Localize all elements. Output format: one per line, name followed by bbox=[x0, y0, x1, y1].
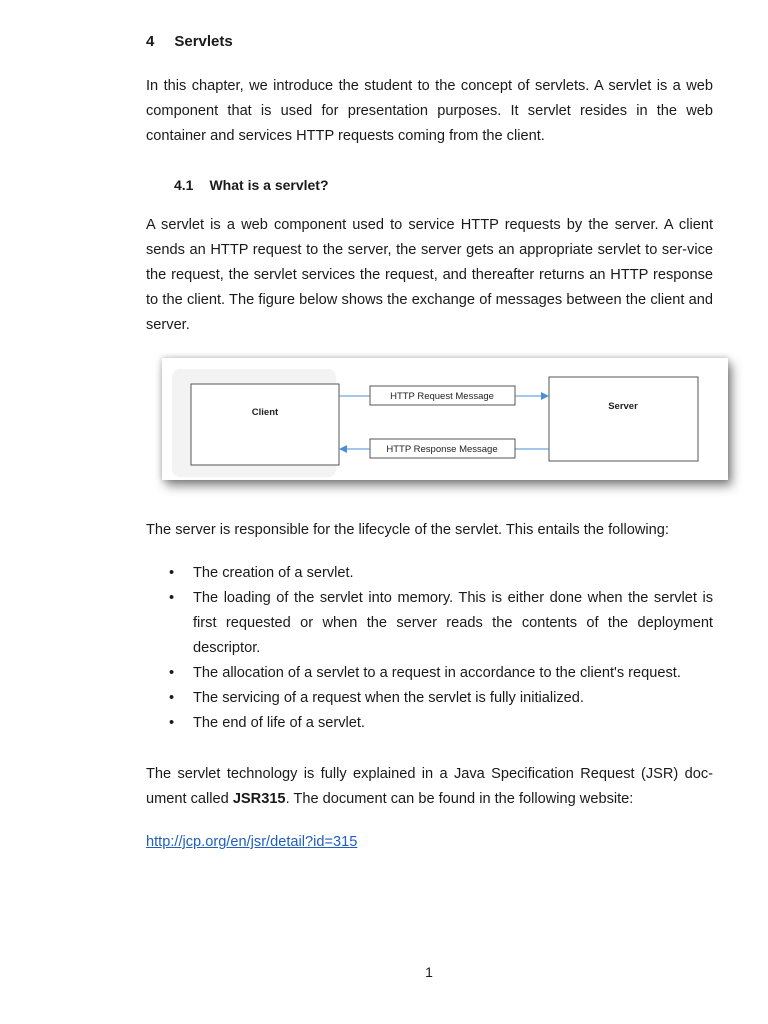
message-exchange-diagram bbox=[162, 358, 728, 480]
lifecycle-list bbox=[146, 561, 713, 736]
section-title: Servlets bbox=[174, 33, 233, 50]
section-heading bbox=[146, 33, 233, 50]
request-message-label: HTTP Request Message bbox=[390, 391, 494, 402]
list-item: • The loading of the servlet into memory. This is either done when the servlet is first requested or when the server reads the contents of the deployment descriptor. bbox=[146, 586, 713, 661]
bullet-icon: • bbox=[169, 665, 175, 681]
subsection-title: What is a servlet? bbox=[209, 177, 329, 193]
servlet-definition-paragraph: A servlet is a web component used to service HTTP requests by the server. A client sends an HTTP request to the server, the server gets an appropriate servlet to ser-vice the request, the servlet services the request, and thereafter returns an HTTP response to the client. The figure below shows the exchange of messages between the client and server. bbox=[146, 217, 713, 333]
bullet-icon: • bbox=[169, 715, 175, 731]
server-label: Server bbox=[608, 401, 638, 412]
section-number: 4 bbox=[146, 33, 155, 50]
server-box bbox=[549, 377, 698, 461]
response-message-label: HTTP Response Message bbox=[386, 444, 498, 455]
list-item: • The creation of a servlet. bbox=[146, 561, 713, 586]
jsr-name: JSR315 bbox=[232, 791, 286, 807]
list-item: • The allocation of a servlet to a request in accordance to the client's request. bbox=[146, 661, 713, 686]
client-box bbox=[191, 384, 339, 465]
page-number: 1 bbox=[425, 964, 433, 980]
subsection-number: 4.1 bbox=[174, 177, 194, 193]
client-label: Client bbox=[251, 407, 279, 418]
list-item: • The end of life of a servlet. bbox=[146, 711, 713, 736]
subsection-heading bbox=[174, 177, 329, 193]
list-item: • The servicing of a request when the servlet is fully initialized. bbox=[146, 686, 713, 711]
lifecycle-paragraph: The server is responsible for the lifecycle of the servlet. This entails the following: bbox=[146, 522, 669, 538]
jsr-paragraph: The servlet technology is fully explained in a Java Specification Request (JSR) doc-ument called JSR315. The document can be found in the following website: bbox=[146, 766, 713, 807]
bullet-icon: • bbox=[169, 565, 175, 581]
bullet-icon: • bbox=[169, 590, 175, 606]
bullet-icon: • bbox=[169, 690, 175, 706]
intro-paragraph: In this chapter, we introduce the student to the concept of servlets. A servlet is a web component that is used for presentation purposes. It servlet resides in the web container and services HTTP requests coming from the client. bbox=[146, 78, 713, 144]
client-server-figure bbox=[162, 358, 728, 480]
jsr-link[interactable]: http://jcp.org/en/jsr/detail?id=315 bbox=[146, 834, 358, 850]
